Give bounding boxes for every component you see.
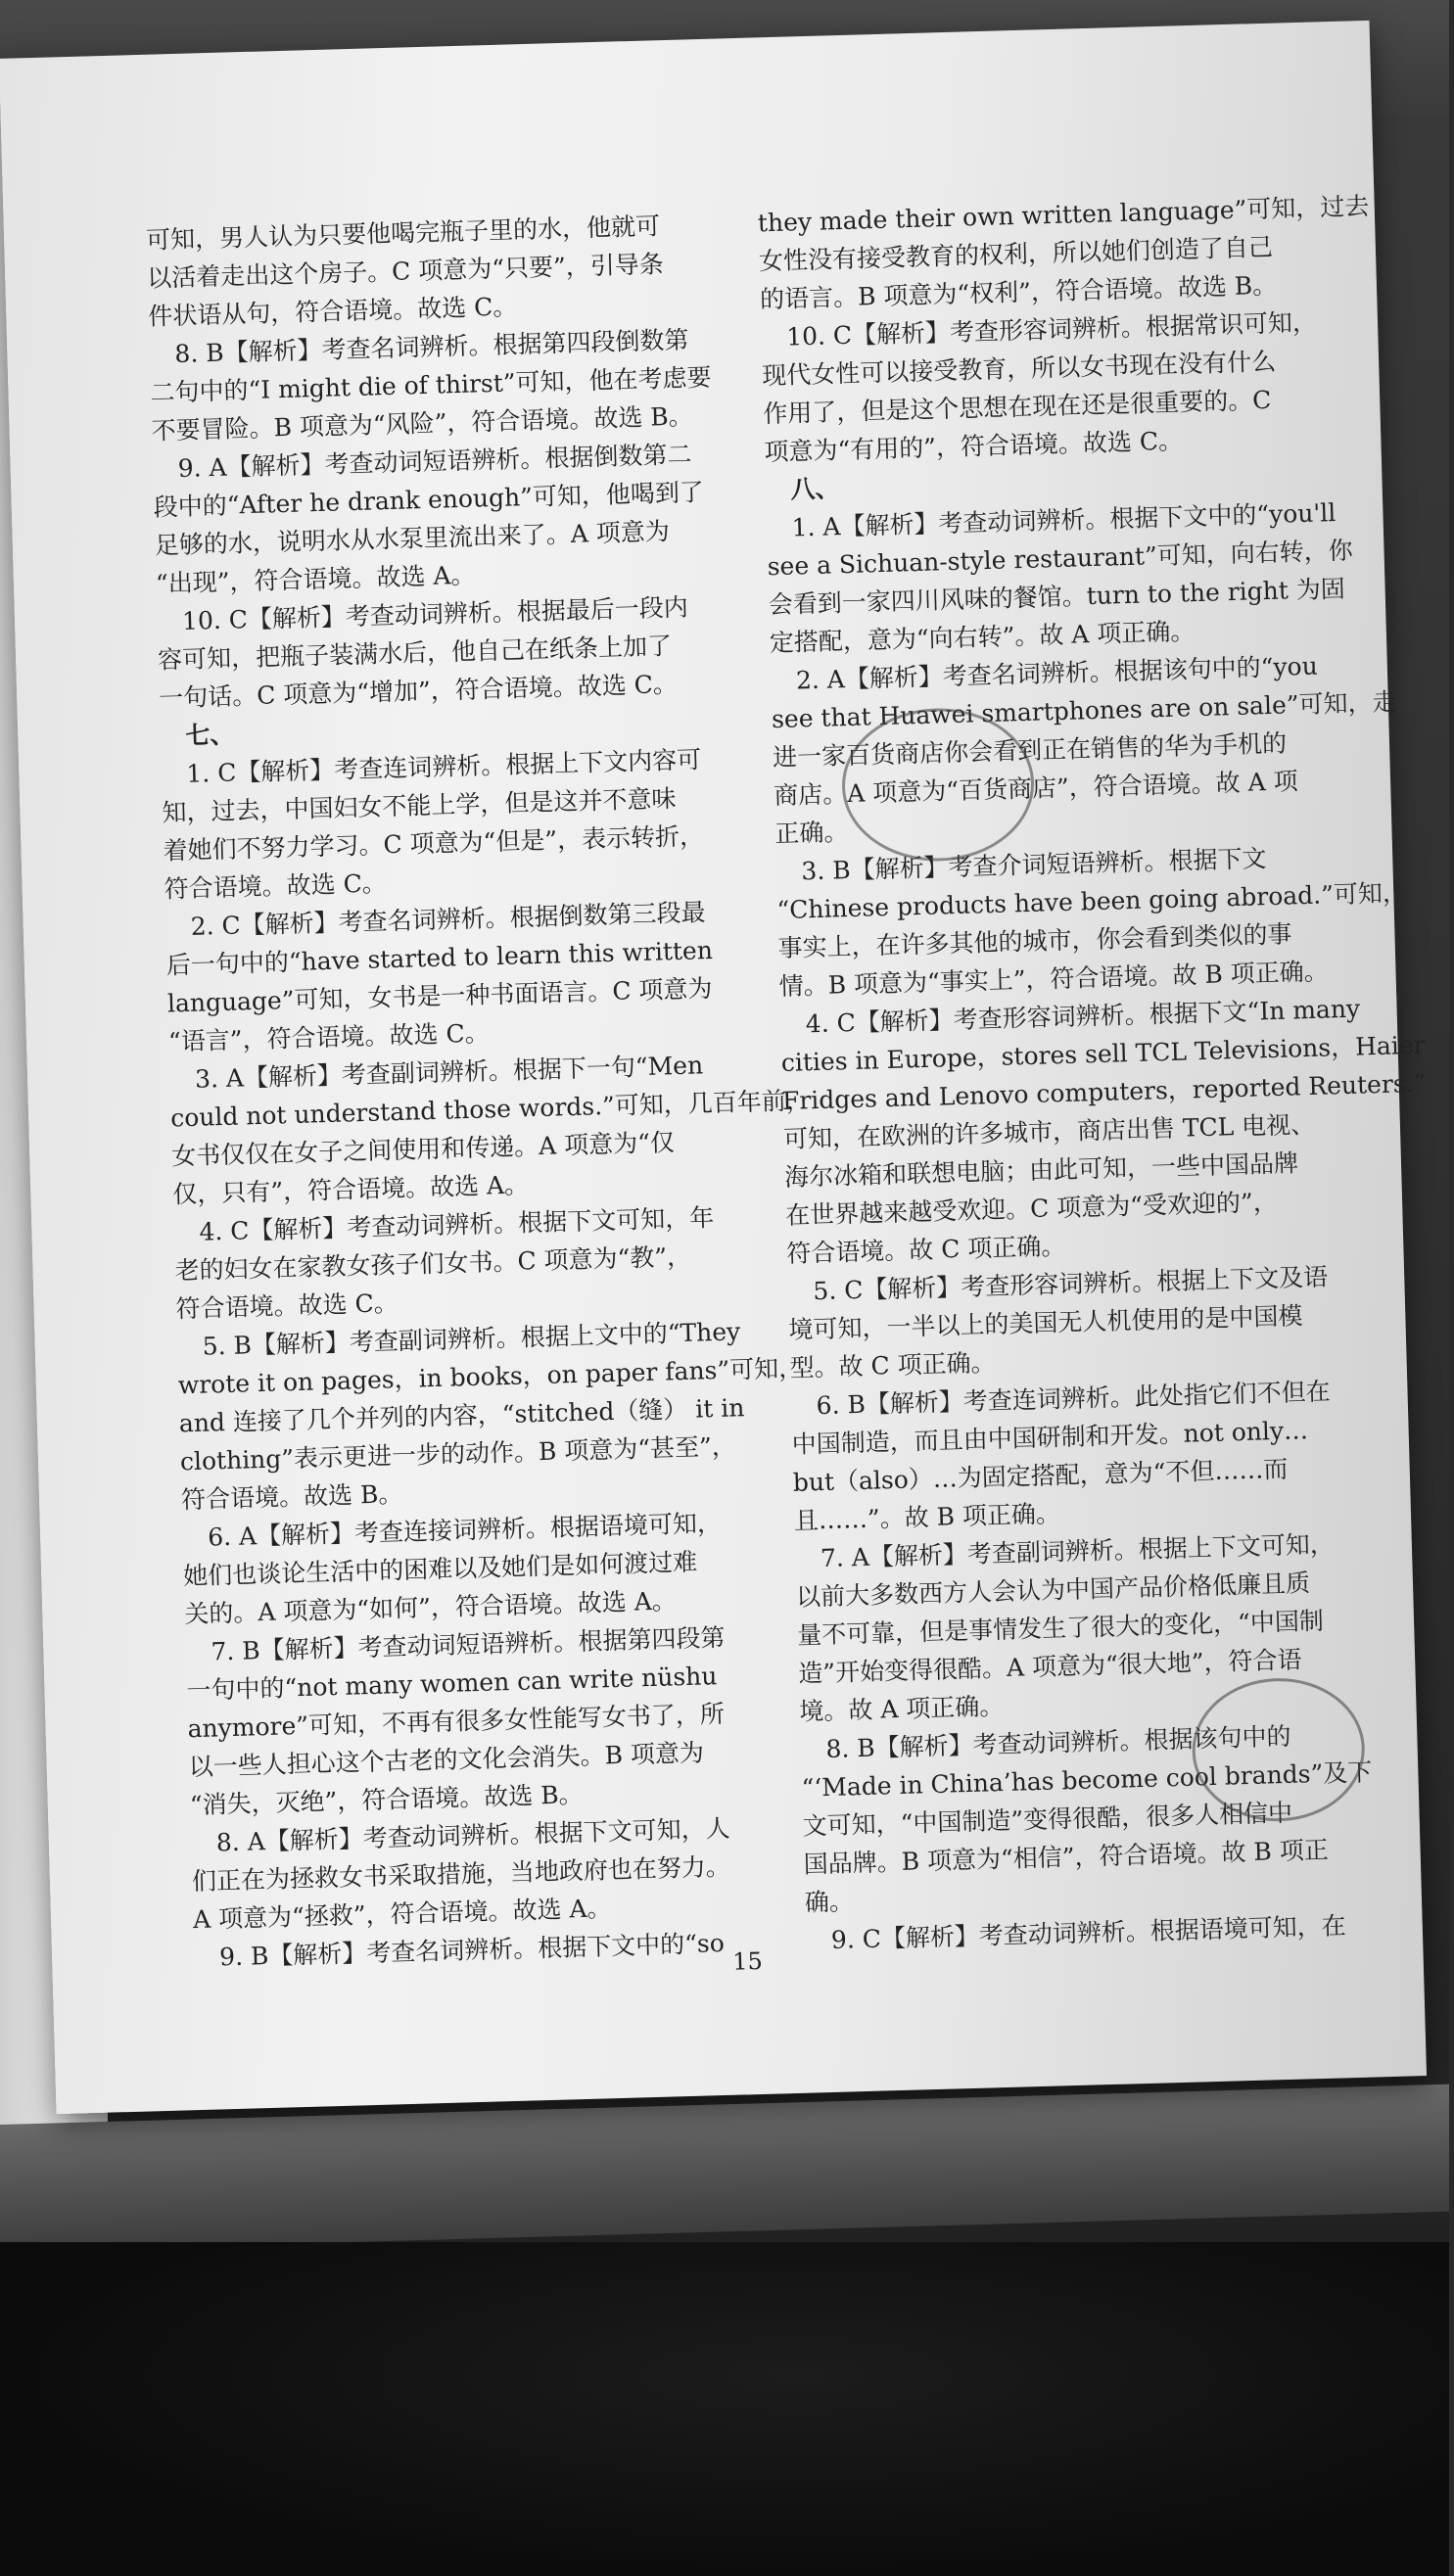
text-line: language”可知，女书是一种书面语言。C 项意为 <box>166 973 713 1018</box>
text-line: 项意为“有用的”，符合语境。故选 C。 <box>764 426 1184 467</box>
text-line: and 连接了几个并列的内容，“stitched（缝） it in <box>178 1393 745 1438</box>
text-line: 二句中的“I might die of thirst”可知，他在考虑要 <box>150 362 712 407</box>
text-line: 2. A【解析】考查名词辨析。根据该句中的“you <box>795 651 1319 695</box>
text-line: wrote it on pages，in books，on paper fans”可知， <box>177 1353 804 1400</box>
text-line: 一句中的“not many women can write nüshu <box>186 1662 718 1706</box>
text-line: 8. B【解析】考查名词辨析。根据第四段倒数第 <box>174 325 689 369</box>
text-line: see a Sichuan-style restaurant”可知，向右转，你 <box>767 536 1354 582</box>
text-line: “出现”，符合语境。故选 A。 <box>155 560 476 598</box>
text-line: “‘Made in China’has become cool brands”及下 <box>801 1757 1373 1803</box>
text-line: but（also）…为固定搭配，意为“不但……而 <box>792 1454 1289 1497</box>
text-line: see that Huawei smartphones are on sale”可知，走 <box>771 687 1397 734</box>
text-line: 定搭配，意为“向右转”。故 A 项正确。 <box>769 617 1196 658</box>
text-line: 老的妇女在家教女孩子们女书。C 项意为“教”， <box>174 1241 692 1286</box>
text-line: 作用了，但是这个思想在现在还是很重要的。C <box>762 385 1272 429</box>
text-line: 10. C【解析】考查形容词辨析。根据常识可知， <box>785 307 1318 351</box>
text-line: 正确。 <box>774 818 849 849</box>
text-line: 9. C【解析】考查动词辨析。根据语境可知，在 <box>830 1911 1347 1954</box>
book-page <box>0 21 1427 2114</box>
text-line: 确。 <box>804 1887 855 1917</box>
text-line: 海尔冰箱和联想电脑；由此可知，一些中国品牌 <box>783 1148 1299 1192</box>
text-line: “消失，灭绝”，符合语境。故选 B。 <box>189 1779 584 1820</box>
text-line: Fridges and Lenovo computers，reported Reuters.” <box>781 1068 1427 1116</box>
text-line: 8. B【解析】考查动词辨析。根据该句中的 <box>825 1721 1291 1764</box>
text-line: 的语言。B 项意为“权利”，符合语境。故选 B。 <box>759 270 1278 314</box>
text-line: 5. B【解析】考查副词辨析。根据上文中的“They <box>202 1317 741 1361</box>
text-line: 境。故 A 项正确。 <box>799 1691 1005 1726</box>
text-line: 容可知，把瓶子装满水后，他自己在纸条上加了 <box>157 632 673 675</box>
dark-floor <box>0 2242 1449 2576</box>
text-line: 9. B【解析】考查名词辨析。根据下文中的“so <box>218 1929 726 1972</box>
text-line: 以前大多数西方人会认为中国产品价格低廉且质 <box>795 1569 1311 1612</box>
text-line: anymore”可知，不再有很多女性能写女书了，所 <box>187 1699 726 1744</box>
text-line: clothing”表示更进一步的动作。B 项意为“甚至”， <box>179 1431 737 1476</box>
text-line: 1. C【解析】考查连词辨析。根据上下文内容可 <box>186 745 702 788</box>
text-line: 在世界越来越受欢迎。C 项意为“受欢迎的”， <box>784 1187 1279 1230</box>
text-line: could not understand those words.”可知，几百年前， <box>169 1086 812 1133</box>
text-line: 4. C【解析】考查形容词辨析。根据下文“In many <box>805 994 1361 1039</box>
text-line: 段中的“After he drank enough”可知，他喝到了 <box>153 478 705 522</box>
text-line: 件状语从句，符合语境。故选 C。 <box>147 292 518 331</box>
text-line: 2. C【解析】考查名词辨析。根据倒数第三段最 <box>190 898 706 941</box>
text-line: 8. A【解析】考查动词辨析。根据下文可知，人 <box>215 1813 730 1857</box>
text-line: 知，过去，中国妇女不能上学，但是这并不意味 <box>162 783 677 827</box>
text-line: 7. A【解析】考查副词辨析。根据上下文可知， <box>820 1529 1336 1573</box>
text-line: “Chinese products have been going abroad.”可知， <box>776 878 1408 925</box>
text-line: 3. B【解析】考查介词短语辨析。根据下文 <box>801 844 1267 886</box>
text-line: 造”开始变得很酷。A 项意为“很大地”，符合语 <box>797 1645 1302 1688</box>
text-line: 足够的水，说明水从水泵里流出来了。A 项意为 <box>154 517 671 560</box>
text-line: 文可知，“中国制造”变得很酷，很多人相信中 <box>802 1798 1293 1841</box>
text-line: “语言”，符合语境。故选 C。 <box>167 1018 490 1056</box>
text-line: 符合语境。故选 C。 <box>164 868 388 904</box>
text-line: 们正在为拯救女书采取措施，当地政府也在努力。 <box>191 1851 731 1897</box>
text-line: cities in Europe，stores sell TCL Televisions，Haier <box>780 1030 1426 1078</box>
text-line: 情。B 项意为“事实上”，符合语境。故 B 项正确。 <box>778 957 1330 1002</box>
text-line: 关的。A 项意为“如何”，符合语境。故选 A。 <box>183 1586 678 1629</box>
text-line: 7. B【解析】考查动词短语辨析。根据第四段第 <box>211 1622 726 1666</box>
text-line: 量不可靠，但是事情发生了很大的变化，“中国制 <box>796 1606 1325 1650</box>
section-heading: 八、 <box>790 474 840 504</box>
text-line: 9. A【解析】考查动词短语辨析。根据倒数第二 <box>177 440 692 484</box>
text-line: 她们也谈论生活中的困难以及她们是如何渡过难 <box>182 1547 698 1591</box>
text-line: 以活着走出这个房子。C 项意为“只要”，引导条 <box>146 250 665 293</box>
text-line: 中国制造，而且由中国研制和开发。not only… <box>791 1416 1309 1459</box>
text-line: 女书仅仅在女子之间使用和传递。A 项意为“仅 <box>170 1128 676 1171</box>
text-line: 以一些人担心这个古老的文化会消失。B 项意为 <box>188 1738 705 1782</box>
text-line: 3. A【解析】考查副词辨析。根据下一句“Men <box>194 1051 704 1094</box>
text-line: 6. B【解析】考查连词辨析。此处指它们不但在 <box>816 1377 1332 1421</box>
text-line: 且……”。故 B 项正确。 <box>793 1499 1061 1535</box>
text-line: 境可知，一半以上的美国无人机使用的是中国模 <box>788 1301 1303 1344</box>
text-line: 不要冒险。B 项意为“风险”，符合语境。故选 B。 <box>151 401 694 445</box>
text-line: 符合语境。故 C 项正确。 <box>785 1232 1066 1268</box>
text-line: 一句话。C 项意为“增加”，符合语境。故选 C。 <box>158 669 679 713</box>
text-line: 事实上，在许多其他的城市，你会看到类似的事 <box>777 919 1292 963</box>
text-line: 仅，只有”，符合语境。故选 A。 <box>172 1170 530 1209</box>
text-line: A 项意为“拯救”，符合语境。故选 A。 <box>192 1894 612 1935</box>
text-line: 1. A【解析】考查动词辨析。根据下文中的“you'll <box>791 498 1337 542</box>
text-line: 10. C【解析】考查动词辨析。根据最后一段内 <box>181 592 689 635</box>
text-line: 5. C【解析】考查形容词辨析。根据上下文及语 <box>813 1262 1329 1306</box>
text-line: 后一句中的“have started to learn this written <box>165 935 714 980</box>
text-line: they made their own written language”可知，过去 <box>757 191 1370 238</box>
text-line: 4. C【解析】考查动词辨析。根据下文可知，年 <box>199 1203 715 1246</box>
text-line: 6. A【解析】考查连接词辨析。根据语境可知， <box>207 1508 723 1552</box>
text-line: 商店。A 项意为“百货商店”，符合语境。故 A 项 <box>773 767 1298 811</box>
section-heading: 七、 <box>184 720 235 750</box>
text-line: 型。故 C 项正确。 <box>789 1348 996 1382</box>
text-line: 符合语境。故选 C。 <box>175 1288 399 1324</box>
page-number: 15 <box>731 1946 764 1976</box>
text-line: 现代女性可以接受教育，所以女书现在没有什么 <box>761 347 1277 391</box>
text-line: 符合语境。故选 B。 <box>180 1479 403 1515</box>
text-line: 女性没有接受教育的权利，所以她们创造了自己 <box>758 232 1274 276</box>
text-line: 进一家百货商店你会看到正在销售的华为手机的 <box>772 728 1288 773</box>
text-line: 国品牌。B 项意为“相信”，符合语境。故 B 项正 <box>803 1835 1330 1879</box>
text-line: 会看到一家四川风味的餐馆。turn to the right 为固 <box>768 574 1346 620</box>
text-line: 可知，在欧洲的许多城市，商店出售 TCL 电视、 <box>782 1109 1316 1154</box>
text-line: 可知，男人认为只要他喝完瓶子里的水，他就可 <box>145 211 661 255</box>
text-line: 着她们不努力学习。C 项意为“但是”，表示转折， <box>163 821 705 866</box>
